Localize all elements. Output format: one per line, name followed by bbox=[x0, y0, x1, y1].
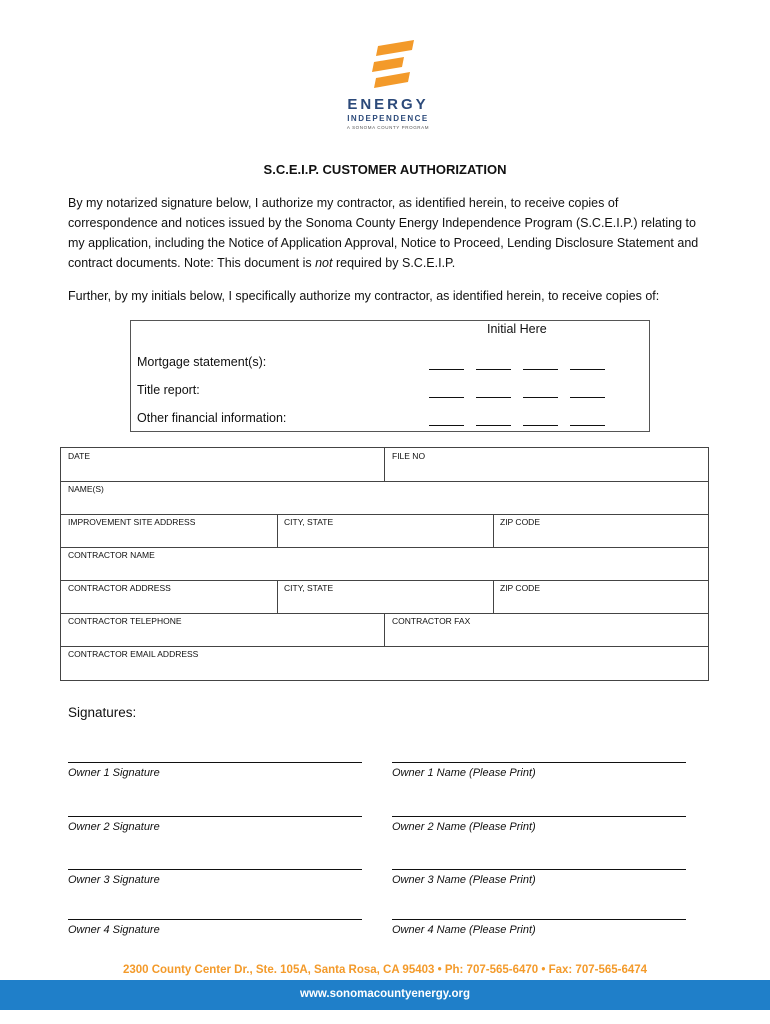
contractor-telephone-field[interactable]: CONTRACTOR TELEPHONE bbox=[68, 616, 182, 626]
initials-intro-paragraph: Further, by my initials below, I specifically authorize my contractor, as identified herein, to receive copies of: bbox=[68, 289, 660, 303]
owner3-signature-label: Owner 3 Signature bbox=[68, 874, 160, 886]
owner3-name-label: Owner 3 Name (Please Print) bbox=[392, 874, 536, 886]
website-link[interactable]: www.sonomacountyenergy.org bbox=[300, 988, 470, 1000]
customer-info-form bbox=[60, 447, 709, 681]
city-state-field[interactable]: CITY, STATE bbox=[284, 517, 334, 527]
owner4-name-line[interactable] bbox=[392, 919, 686, 920]
logo-subtitle: INDEPENDENCE bbox=[347, 114, 429, 123]
contractor-zip-field[interactable]: ZIP CODE bbox=[500, 583, 540, 593]
document-title: S.C.E.I.P. CUSTOMER AUTHORIZATION bbox=[263, 162, 507, 177]
footer-bar bbox=[0, 980, 770, 1010]
owner1-name-line[interactable] bbox=[392, 762, 686, 763]
improvement-address-field[interactable]: IMPROVEMENT SITE ADDRESS bbox=[68, 517, 196, 527]
contractor-email-field[interactable]: CONTRACTOR EMAIL ADDRESS bbox=[68, 649, 199, 659]
owner4-signature-label: Owner 4 Signature bbox=[68, 924, 160, 936]
initials-header: Initial Here bbox=[487, 322, 547, 336]
owner4-name-label: Owner 4 Name (Please Print) bbox=[392, 924, 536, 936]
paragraph-text-start: By my notarized signature below, I authorize my contractor, as identified herein, to receive copies of correspondence and notices issued by the Sonoma County Energy Independence Program (S.C.E.I.P.) relating to my application, including the Notice of Application Approval, Notice to Proceed, Lending Disclosure Statement and contract documents. Note: This document is bbox=[68, 196, 699, 270]
logo-tagline: A SONOMA COUNTY PROGRAM bbox=[346, 125, 430, 130]
owner2-name-line[interactable] bbox=[392, 816, 686, 817]
logo-wordmark: ENERGY bbox=[347, 96, 429, 113]
footer-address: 2300 County Center Dr., Ste. 105A, Santa Rosa, CA 95403 • Ph: 707-565-6470 • Fax: 707-565-6474 bbox=[122, 964, 648, 976]
initials-lines-title[interactable] bbox=[429, 384, 617, 401]
date-field[interactable]: DATE bbox=[68, 451, 91, 461]
initials-lines-financial[interactable] bbox=[429, 412, 617, 429]
contractor-city-state-field[interactable]: CITY, STATE bbox=[284, 583, 334, 593]
paragraph-text-end: required by S.C.E.I.P. bbox=[332, 256, 456, 270]
owner2-signature-label: Owner 2 Signature bbox=[68, 821, 160, 833]
owner4-signature-line[interactable] bbox=[68, 919, 362, 920]
contractor-fax-field[interactable]: CONTRACTOR FAX bbox=[392, 616, 471, 626]
owner1-signature-label: Owner 1 Signature bbox=[68, 767, 160, 779]
logo-e-icon bbox=[370, 40, 414, 92]
initials-row-title: Title report: bbox=[137, 383, 200, 397]
owner3-signature-line[interactable] bbox=[68, 869, 362, 870]
zip-code-field[interactable]: ZIP CODE bbox=[500, 517, 540, 527]
owner2-name-label: Owner 2 Name (Please Print) bbox=[392, 821, 536, 833]
initials-row-financial: Other financial information: bbox=[137, 411, 287, 425]
owner3-name-line[interactable] bbox=[392, 869, 686, 870]
owner1-signature-line[interactable] bbox=[68, 762, 362, 763]
initials-box bbox=[130, 320, 650, 432]
contractor-name-field[interactable]: CONTRACTOR NAME bbox=[68, 550, 155, 560]
owner2-signature-line[interactable] bbox=[68, 816, 362, 817]
signatures-heading: Signatures: bbox=[68, 705, 137, 720]
initials-row-mortgage: Mortgage statement(s): bbox=[137, 355, 267, 369]
owner1-name-label: Owner 1 Name (Please Print) bbox=[392, 767, 536, 779]
paragraph-emphasis: not bbox=[315, 256, 333, 270]
authorization-paragraph bbox=[68, 193, 708, 273]
energy-independence-logo bbox=[342, 40, 434, 132]
contractor-address-field[interactable]: CONTRACTOR ADDRESS bbox=[68, 583, 171, 593]
initials-lines-mortgage[interactable] bbox=[429, 356, 617, 373]
names-field[interactable]: NAME(S) bbox=[68, 484, 104, 494]
file-no-field[interactable]: FILE NO bbox=[392, 451, 426, 461]
